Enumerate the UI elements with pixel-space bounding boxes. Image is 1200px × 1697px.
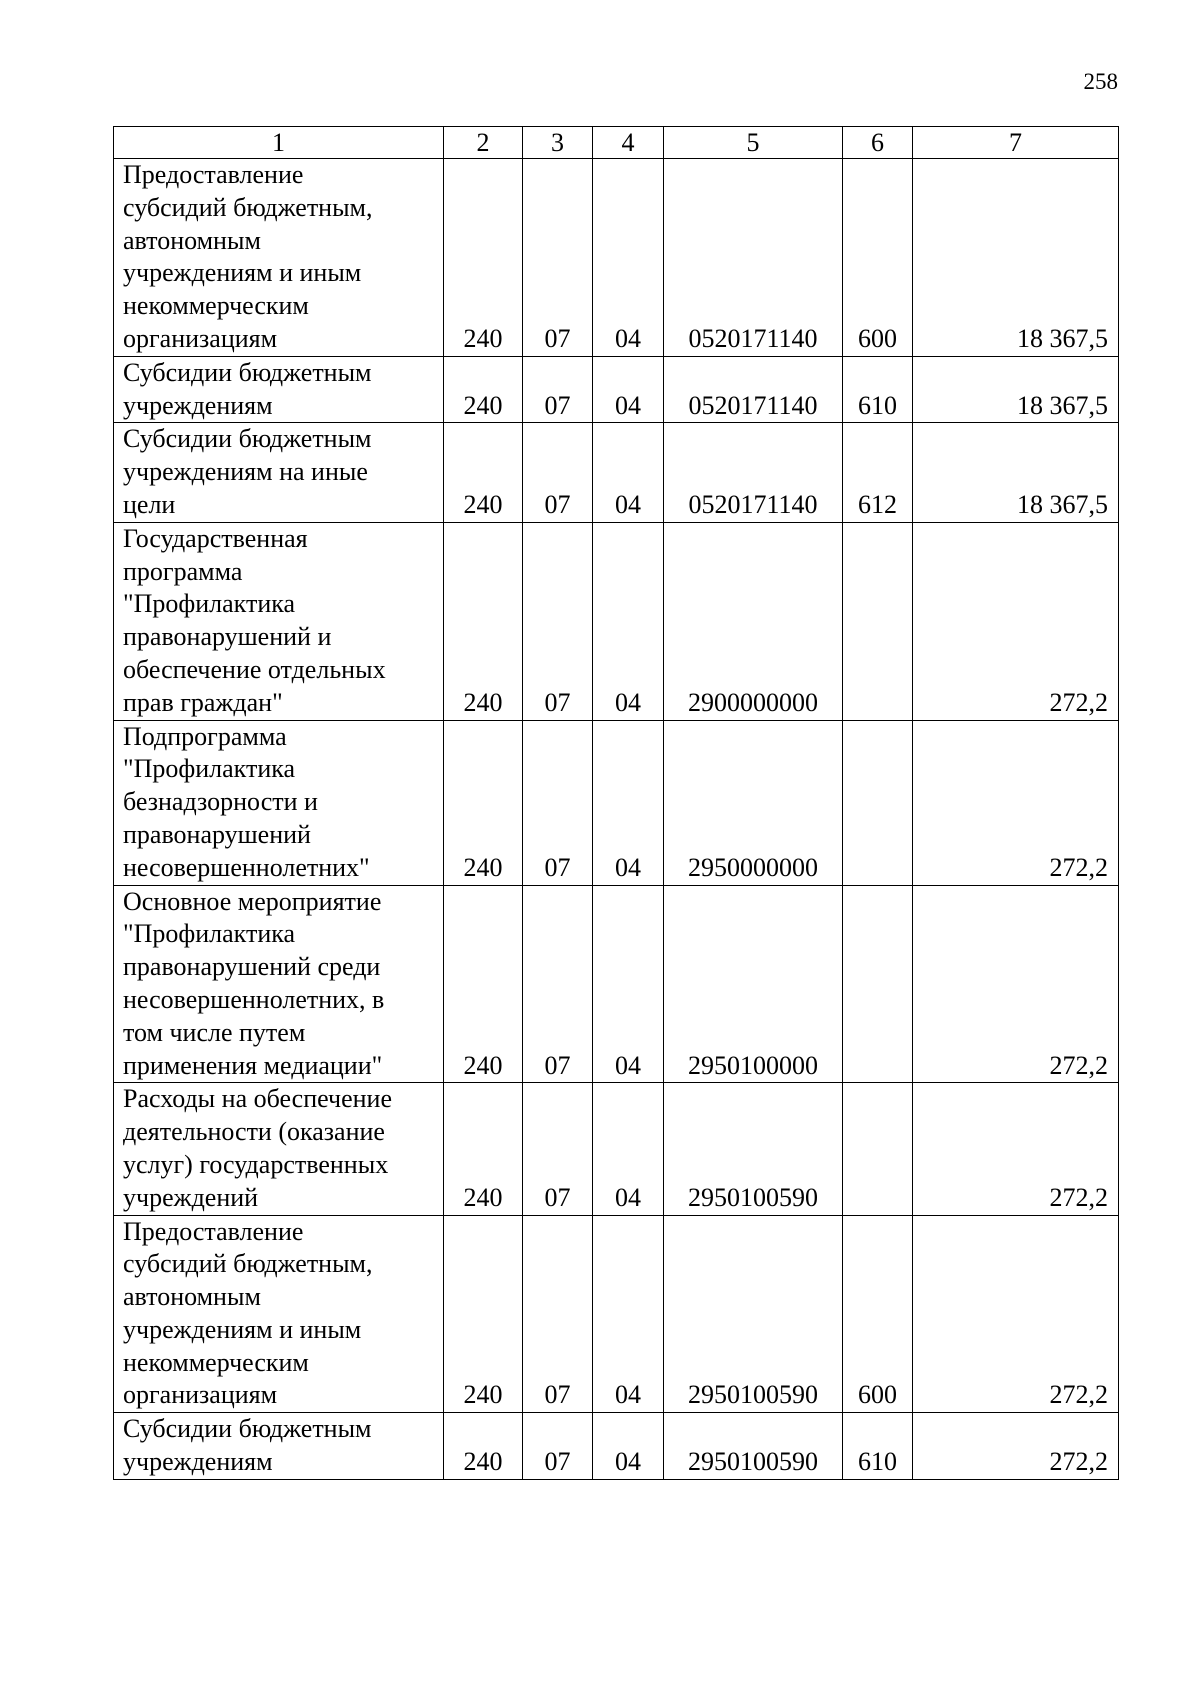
table-row [114, 159, 1119, 357]
cell-col3: 07 [523, 1083, 593, 1215]
cell-col5: 2900000000 [664, 522, 843, 720]
row-name: Субсидии бюджетным учреждениям на иные цели [114, 423, 444, 522]
cell-col5: 2950100590 [664, 1413, 843, 1480]
column-header: 7 [913, 127, 1119, 159]
cell-col2: 240 [444, 159, 523, 357]
cell-col3: 07 [523, 522, 593, 720]
cell-col2: 240 [444, 1083, 523, 1215]
cell-col5: 2950100590 [664, 1215, 843, 1413]
cell-amount: 18 367,5 [913, 159, 1119, 357]
table-row [114, 1215, 1119, 1413]
cell-col3: 07 [523, 885, 593, 1083]
cell-amount: 272,2 [913, 1215, 1119, 1413]
cell-col6 [843, 885, 913, 1083]
cell-col3: 07 [523, 1215, 593, 1413]
cell-col3: 07 [523, 159, 593, 357]
budget-table [113, 126, 1119, 1480]
table-row [114, 522, 1119, 720]
cell-col2: 240 [444, 522, 523, 720]
cell-col3: 07 [523, 423, 593, 522]
cell-col3: 07 [523, 356, 593, 423]
page-number: 258 [1083, 69, 1118, 94]
column-header: 3 [523, 127, 593, 159]
table-row [114, 1413, 1119, 1480]
table-row [114, 1083, 1119, 1215]
column-header: 5 [664, 127, 843, 159]
cell-amount: 272,2 [913, 522, 1119, 720]
table-row [114, 423, 1119, 522]
column-header: 4 [593, 127, 664, 159]
cell-col4: 04 [593, 1413, 664, 1480]
cell-col2: 240 [444, 885, 523, 1083]
cell-col6: 600 [843, 159, 913, 357]
cell-amount: 272,2 [913, 885, 1119, 1083]
cell-col6 [843, 720, 913, 885]
cell-amount: 18 367,5 [913, 356, 1119, 423]
cell-amount: 272,2 [913, 720, 1119, 885]
cell-col5: 0520171140 [664, 423, 843, 522]
cell-col4: 04 [593, 522, 664, 720]
cell-col6: 600 [843, 1215, 913, 1413]
column-header: 1 [114, 127, 444, 159]
row-name: Предоставление субсидий бюджетным, автономным учреждениям и иным некоммерческим организациям [114, 159, 444, 357]
cell-col2: 240 [444, 1413, 523, 1480]
header-row [114, 127, 1119, 159]
cell-amount: 272,2 [913, 1413, 1119, 1480]
table-row [114, 885, 1119, 1083]
row-name: Расходы на обеспечение деятельности (оказание услуг) государственных учреждений [114, 1083, 444, 1215]
row-name: Основное мероприятие "Профилактика правонарушений среди несовершеннолетних, в том числе путем применения медиации" [114, 885, 444, 1083]
cell-col4: 04 [593, 720, 664, 885]
cell-col6 [843, 522, 913, 720]
cell-amount: 18 367,5 [913, 423, 1119, 522]
cell-col4: 04 [593, 423, 664, 522]
row-name: Предоставление субсидий бюджетным, автономным учреждениям и иным некоммерческим организациям [114, 1215, 444, 1413]
row-name: Подпрограмма "Профилактика безнадзорности и правонарушений несовершеннолетних" [114, 720, 444, 885]
cell-col2: 240 [444, 720, 523, 885]
cell-col6: 610 [843, 1413, 913, 1480]
cell-col3: 07 [523, 720, 593, 885]
cell-col2: 240 [444, 423, 523, 522]
table-row [114, 720, 1119, 885]
cell-col5: 2950000000 [664, 720, 843, 885]
cell-col4: 04 [593, 1083, 664, 1215]
cell-col4: 04 [593, 159, 664, 357]
cell-col2: 240 [444, 356, 523, 423]
column-header: 6 [843, 127, 913, 159]
cell-amount: 272,2 [913, 1083, 1119, 1215]
row-name: Субсидии бюджетным учреждениям [114, 356, 444, 423]
cell-col4: 04 [593, 356, 664, 423]
row-name: Субсидии бюджетным учреждениям [114, 1413, 444, 1480]
cell-col5: 2950100590 [664, 1083, 843, 1215]
cell-col6: 612 [843, 423, 913, 522]
cell-col5: 0520171140 [664, 356, 843, 423]
cell-col5: 0520171140 [664, 159, 843, 357]
cell-col3: 07 [523, 1413, 593, 1480]
column-header: 2 [444, 127, 523, 159]
row-name: Государственная программа "Профилактика правонарушений и обеспечение отдельных прав граждан" [114, 522, 444, 720]
cell-col5: 2950100000 [664, 885, 843, 1083]
cell-col6 [843, 1083, 913, 1215]
cell-col6: 610 [843, 356, 913, 423]
cell-col4: 04 [593, 885, 664, 1083]
cell-col4: 04 [593, 1215, 664, 1413]
table-row [114, 356, 1119, 423]
cell-col2: 240 [444, 1215, 523, 1413]
